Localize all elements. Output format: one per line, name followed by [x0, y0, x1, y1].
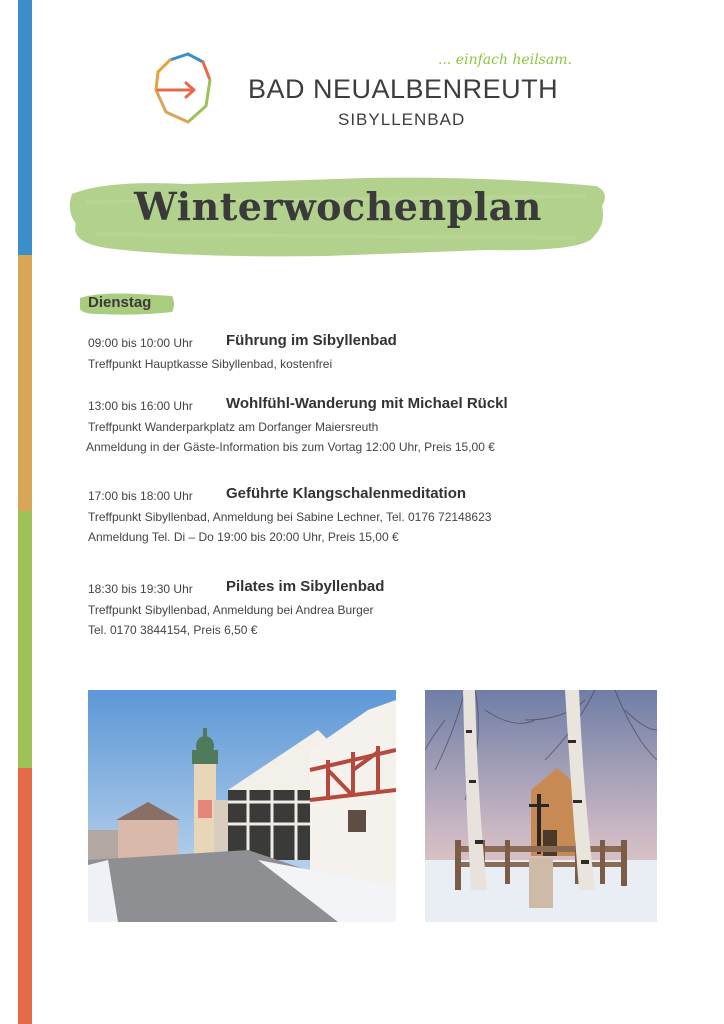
- event-title: Pilates im Sibyllenbad: [226, 578, 385, 595]
- brand-subtitle: SIBYLLENBAD: [338, 110, 466, 129]
- event-detail: Anmeldung Tel. Di – Do 19:00 bis 20:00 Uhr, Preis 15,00 €: [88, 530, 399, 544]
- logo-header: [148, 50, 572, 140]
- event-detail: Treffpunkt Hauptkasse Sibyllenbad, kostenfrei: [88, 357, 333, 371]
- event-detail: Treffpunkt Sibyllenbad, Anmeldung bei Sabine Lechner, Tel. 0176 72148623: [88, 510, 492, 524]
- event-time: 17:00 bis 18:00 Uhr: [88, 489, 193, 503]
- stripe-blue: [18, 0, 32, 255]
- event-detail: Anmeldung in der Gäste-Information bis zum Vortag 12:00 Uhr, Preis 15,00 €: [86, 440, 495, 454]
- day-label: [78, 292, 176, 316]
- village-street-photo: [88, 690, 396, 922]
- birch-chapel-photo: [425, 690, 657, 922]
- tagline: ... einfach heilsam.: [438, 52, 572, 68]
- hexagon-arrow-logo-icon: [148, 50, 218, 130]
- brand-name: BAD NEUALBENREUTH: [248, 74, 559, 104]
- event-title: Wohlfühl-Wanderung mit Michael Rückl: [226, 395, 508, 412]
- title-banner: [66, 172, 610, 260]
- event-time: 13:00 bis 16:00 Uhr: [88, 399, 193, 413]
- event-title: Geführte Klangschalenmeditation: [226, 485, 467, 502]
- event-detail: Treffpunkt Wanderparkplatz am Dorfanger Maiersreuth: [88, 420, 379, 434]
- event-detail: Tel. 0170 3844154, Preis 6,50 €: [88, 623, 258, 637]
- event-detail: Treffpunkt Sibyllenbad, Anmeldung bei Andrea Burger: [88, 603, 374, 617]
- event-time: 09:00 bis 10:00 Uhr: [88, 336, 193, 350]
- stripe-red: [18, 768, 32, 1024]
- stripe-green: [18, 511, 32, 768]
- stripe-orange: [18, 255, 32, 511]
- day-label-text: Dienstag: [88, 294, 152, 311]
- page-title: Winterwochenplan: [134, 184, 542, 229]
- event-time: 18:30 bis 19:30 Uhr: [88, 582, 193, 596]
- event-title: Führung im Sibyllenbad: [226, 332, 397, 349]
